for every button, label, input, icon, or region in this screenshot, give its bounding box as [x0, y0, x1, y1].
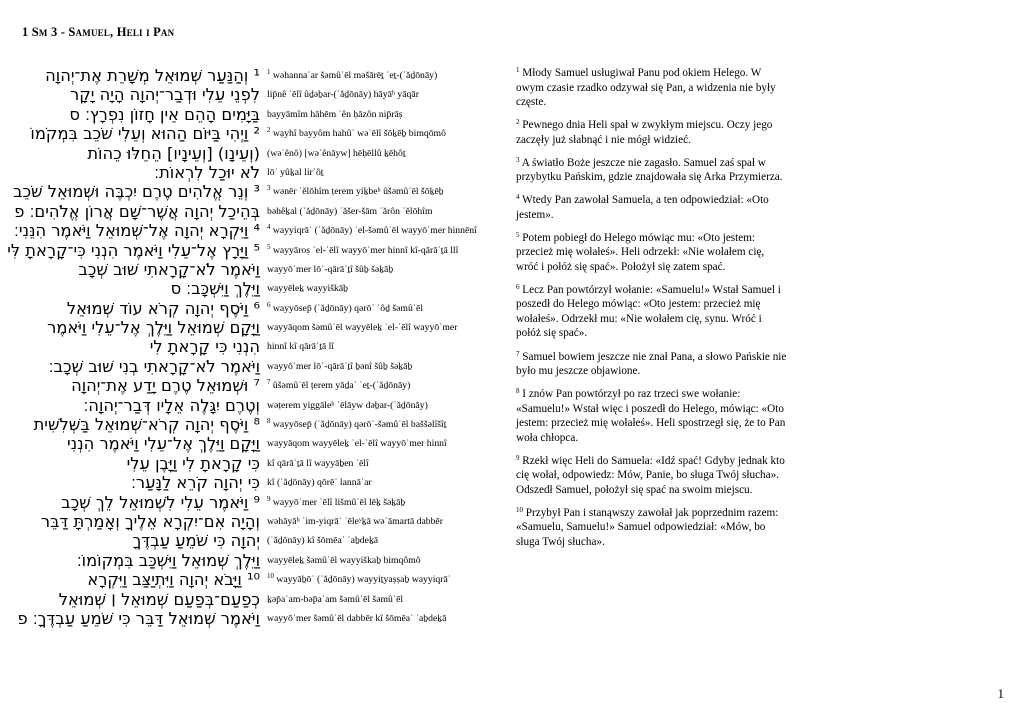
transliteration-line — [267, 318, 509, 337]
verse-number: 9 — [516, 453, 520, 462]
transliteration-line — [267, 105, 509, 124]
transliteration-line — [267, 299, 509, 318]
transliteration-line — [267, 434, 509, 453]
transliteration-text: wayyāroṣ ʾel-ʿēlî wayyōʾmer hinnî kî-qārāʾṯā llî — [272, 244, 459, 256]
transliteration-text: wayyiqrāʾ (ʾăḏōnāy) ʾel-šəmûʾēl wayyōʾmer hinnēnî — [272, 225, 477, 237]
hebrew-text-column — [7, 66, 260, 628]
transliteration-text: wayyōʾmer šəmûʾēl dabbēr kî šōmēaʿ ʿaḇdeḵā — [267, 612, 447, 624]
verse-number: 8 — [516, 387, 520, 396]
hebrew-line: ⁹ וַיֹּאמֶר עֵלִי לִשְׁמוּאֵל לֵךְ שְׁכָב — [61, 492, 260, 512]
hebrew-line: וְטֶרֶם יִגָּלֶה אֵלָיו דְּבַר־יְהוָה׃ — [83, 395, 260, 415]
transliteration-text: wayyōsep̄ (ʾăḏōnāy) qərōʾ-šəmûʾēl baššəlîšîṯ — [272, 419, 447, 431]
hebrew-line: הִנְנִי כִּי קָרָאתָ לִי — [149, 337, 260, 357]
polish-translation-column — [516, 66, 788, 558]
hebrew-line: וַיֹּאמֶר שְׁמוּאֵל דַּבֵּר כִּי שֹׁמֵעַ עַבְדֶּךָ׃ פ — [17, 608, 260, 628]
transliteration-column — [267, 66, 509, 628]
verse-number: 3 — [267, 184, 271, 193]
transliteration-line — [267, 454, 509, 473]
transliteration-line — [267, 551, 509, 570]
transliteration-text: wayyēleḵ wayyiškāḇ — [267, 283, 348, 295]
hebrew-line: וְהָיָה אִם־יִקְרָא אֵלֶיךָ וְאָמַרְתָּ דַּבֵּר — [40, 511, 260, 531]
transliteration-line — [267, 182, 509, 201]
polish-verse-text: Młody Samuel usługiwał Panu pod okiem Helego. W owym czasie rzadko odzywał się Pan, a widzenia nie były częste. — [516, 67, 776, 108]
hebrew-line: וַיֵּלֶךְ וַיִּשְׁכָּב׃ ס — [170, 279, 260, 299]
verse-number: 5 — [267, 242, 271, 251]
transliteration-line — [267, 590, 509, 609]
polish-verse — [516, 231, 788, 275]
verse-number: 9 — [267, 494, 271, 503]
transliteration-text: kî qārāʾṯā lî wayyāḇen ʿēlî — [267, 457, 369, 469]
transliteration-text: (ʾăḏōnāy) kî šōmēaʿ ʿaḇdeḵā — [267, 535, 379, 547]
transliteration-text: wəhannaʿar šəmûʾēl məšārēṯ ʾeṯ-(ʾăḏōnāy) — [272, 70, 438, 81]
transliteration-line — [267, 512, 509, 531]
verse-number: 3 — [516, 155, 520, 164]
transliteration-text: kî (ʾăḏōnāy) qōrēʾ lannāʿar — [267, 477, 372, 489]
transliteration-text: wayyōʾmer lōʾ-qārāʾṯî ḇənî šûḇ šəḵāḇ — [267, 360, 413, 372]
transliteration-line — [267, 66, 509, 85]
polish-verse-text: Rzekł więc Heli do Samuela: «Idź spać! Gdyby jednak kto cię wołał, odpowiedz: Mów, Panie, bo sługa Twój słucha». Odszedł Samuel, położył się spać na swoim miejscu. — [516, 454, 785, 496]
hebrew-line: כְפַעַם־בְּפַעַם שְׁמוּאֵל ׀ שְׁמוּאֵל — [58, 589, 260, 609]
transliteration-text: wayyāḇōʾ (ʾăḏōnāy) wayyiṯyaṣṣaḇ wayyiqrāʾ — [276, 574, 452, 586]
transliteration-text: bəhêḵal (ʾăḏōnāy) ʾăšer-šām ʾărôn ʾĕlōhîm — [267, 205, 433, 217]
hebrew-line: כִּי קָרָאתָ לִי וַיָּבֶן עֵלִי — [126, 453, 260, 473]
verse-number: 5 — [516, 230, 520, 239]
polish-verse — [516, 454, 788, 498]
hebrew-line: לֹא יוּכַל לִרְאוֹת׃ — [154, 162, 260, 182]
verse-number: 2 — [267, 126, 271, 135]
transliteration-line — [267, 609, 509, 628]
hebrew-line: ⁸ וַיֹּסֶף יְהוָה קְרֹא־שְׁמוּאֵל בַּשְּׁלִשִׁית — [33, 415, 260, 435]
transliteration-text: wayyāqom šəmûʾēl wayyēleḵ ʾel-ʿēlî wayyōʾmer — [267, 322, 458, 334]
polish-verse — [516, 156, 788, 185]
hebrew-line: לִפְנֵי עֵלִי וּדְבַר־יְהוָה הָיָה יָקָר — [70, 85, 260, 105]
transliteration-text: lip̄nê ʿēlî ûḏəḇar-(ʾăḏōnāy) hāyāʰ yāqār — [267, 89, 419, 101]
transliteration-text: wəṭerem yiggāleʰ ʾēlāyw dəḇar-(ʾăḏōnāy) — [267, 399, 428, 411]
transliteration-text: bayyāmîm hāhēm ʾên ḥāzôn nip̄rāṣ — [267, 108, 403, 120]
transliteration-text: wəhāyāʰ ʾim-yiqrāʾ ʾēleʸḵā wəʾāmartā dabbēr — [267, 515, 443, 527]
polish-verse-text: Wtedy Pan zawołał Samuela, a ten odpowiedział: «Oto jestem». — [516, 194, 769, 221]
transliteration-line — [267, 531, 509, 550]
polish-verse — [516, 118, 788, 147]
transliteration-text: wayyōʾmer ʿēlî lišmûʾēl lēḵ šəḵāḇ — [272, 496, 406, 508]
polish-verse — [516, 387, 788, 445]
transliteration-text: wənēr ʾĕlōhîm ṭerem yiḵbeʰ ûšəmûʾēl šōḵēḇ — [272, 186, 444, 198]
verse-number: 6 — [516, 282, 520, 291]
polish-verse-text: Przybył Pan i stanąwszy zawołał jak poprzednim razem: «Samuelu, Samuelu!» Samuel odpowiedział: «Mów, bo sługa Twój słucha». — [516, 506, 779, 548]
transliteration-line — [267, 357, 509, 376]
verse-number: 4 — [267, 223, 271, 232]
transliteration-text: wayyāqom wayyēleḵ ʾel-ʿēlî wayyōʾmer hinnî — [267, 438, 447, 450]
transliteration-line — [267, 337, 509, 356]
hebrew-line: כִּי יְהוָה קֹרֵא לַנָּעַר׃ — [131, 473, 260, 493]
hebrew-line: ⁵ וַיָּרָץ אֶל־עֵלִי וַיֹּאמֶר הִנְנִי כִּי־קָרָאתָ לִּי — [7, 240, 260, 260]
polish-verse-text: Lecz Pan powtórzył wołanie: «Samuelu!» Wstał Samuel i poszedł do Helego mówiąc: «Oto jestem: przecież mię wołałeś». Odrzekł mu: «Nie wołałem cię, synu. Wróć i połóż się spać». — [516, 283, 781, 340]
transliteration-line — [267, 415, 509, 434]
transliteration-text: wayyōʾmer lōʾ-qārāʾṯî šûḇ šəḵāḇ — [267, 263, 394, 275]
hebrew-line: ¹ וְהַנַּעַר שְׁמוּאֵל מְשָׁרֵת אֶת־יְהוָה — [45, 66, 260, 85]
hebrew-line: ⁶ וַיֹּסֶף יְהוָה קְרֹא עוֹד שְׁמוּאֵל — [66, 298, 260, 318]
verse-number: 1 — [267, 68, 271, 76]
verse-number: 10 — [267, 572, 274, 581]
polish-verse-text: Samuel bowiem jeszcze nie znał Pana, a słowo Pańskie nie było mu jeszcze objawione. — [516, 350, 787, 378]
transliteration-line — [267, 221, 509, 240]
verse-number: 10 — [516, 505, 523, 514]
hebrew-line: וַיָּקָם שְׁמוּאֵל וַיֵּלֶךְ אֶל־עֵלִי וַיֹּאמֶר — [47, 318, 260, 338]
transliteration-text: wạyhî bayyôm hahûʾ wəʿēlî šōḵēḇ bimqōmô — [272, 128, 446, 140]
transliteration-text: lōʾ yûḵal lirʾôṯ — [267, 166, 324, 178]
hebrew-line: בַּיָּמִים הָהֵם אֵין חָזוֹן נִפְרָץ׃ ס — [69, 104, 260, 124]
transliteration-line — [267, 124, 509, 143]
polish-verse-text: Potem pobiegł do Helego mówiąc mu: «Oto jestem: przecież mię wołałeś». Heli odrzekł: «Nie wołałem cię, wróć i połóż się spać». Położył się zatem spać. — [516, 231, 765, 273]
hebrew-line: ⁷ וּשְׁמוּאֵל טֶרֶם יָדַע אֶת־יְהוָה — [71, 376, 260, 396]
verse-number: 6 — [267, 300, 271, 309]
transliteration-text: wayyōsep̄ (ʾăḏōnāy) qərōʾ ʿôḏ šəmûʾēl — [272, 302, 424, 314]
page-number: 1 — [997, 686, 1004, 701]
transliteration-line — [267, 260, 509, 279]
hebrew-line: בְּהֵיכַל יְהוָה אֲשֶׁר־שָׁם אֲרוֹן אֱלֹהִים׃ פ — [14, 201, 260, 221]
transliteration-line — [267, 473, 509, 492]
page-title: 1 Sm 3 - Samuel, Heli i Pan — [22, 25, 175, 39]
hebrew-line: וַיָּקָם וַיֵּלֶךְ אֶל־עֵלִי וַיֹּאמֶר הִנְנִי — [67, 434, 260, 454]
hebrew-line: וַיֹּאמֶר לֹא־קָרָאתִי בְנִי שׁוּב שְׁכָב׃ — [48, 356, 260, 376]
transliteration-line — [267, 376, 509, 395]
verse-number: 7 — [267, 378, 271, 387]
verse-number: 2 — [516, 118, 520, 127]
polish-verse-text: A światło Boże jeszcze nie zagasło. Samuel zaś spał w przybytku Pańskim, gdzie znajdowała się Arka Przymierza. — [516, 156, 783, 184]
transliteration-line — [267, 396, 509, 415]
hebrew-line: ⁴ וַיִּקְרָא יְהוָה אֶל־שְׁמוּאֵל וַיֹּאמֶר הִנֵּנִי׃ — [14, 221, 260, 241]
polish-verse — [516, 66, 788, 110]
hebrew-line: (וְעֵינָו) [וְעֵינָיו] הֵחֵלּוּ כֵהוֹת — [87, 143, 260, 163]
hebrew-line: ² וַיְהִי בַּיּוֹם הַהוּא וְעֵלִי שֹׁכֵב בִּמְקֹמוֹ — [30, 124, 260, 144]
transliteration-text: wayyēleḵ šəmûʾēl wayyiškaḇ bimqômô — [267, 554, 421, 566]
transliteration-line — [267, 279, 509, 298]
polish-verse-text: I znów Pan powtórzył po raz trzeci swe wołanie: «Samuelu!» Wstał więc i poszedł do Helego, mówiąc: «Oto jestem: przecież mię wołałeś». Heli spostrzegł się, że to Pan woła chłopca. — [516, 388, 786, 444]
transliteration-text: ḵəp̄aʿam-bəp̄aʿam šəmûʾēl šəmûʾēl — [267, 593, 404, 605]
transliteration-line — [267, 493, 509, 512]
hebrew-line: ¹⁰ וַיָּבֹא יְהוָה וַיִּתְיַצַּב וַיִּקְרָא — [87, 570, 260, 590]
transliteration-line — [267, 144, 509, 163]
transliteration-text: hinnî kî qārāʾṯā lî — [267, 341, 334, 353]
polish-verse-text: Pewnego dnia Heli spał w zwykłym miejscu. Oczy jego zaczęły już słabnąć i nie mógł widzieć. — [516, 119, 773, 146]
transliteration-text: (wəʿênô) [wəʿênāyw] hēḥēllû ḵēhôṯ — [267, 147, 406, 159]
hebrew-line: ³ וְנֵר אֱלֹהִים טֶרֶם יִכְבֶּה וּשְׁמוּאֵל שֹׁכֵב — [13, 182, 260, 202]
polish-verse — [516, 193, 788, 222]
transliteration-text: ûšəmûʾēl ṭerem yāḏaʿ ʾeṯ-(ʾăḏōnāy) — [272, 380, 411, 392]
transliteration-line — [267, 85, 509, 104]
verse-number: 7 — [516, 349, 520, 358]
verse-number: 1 — [516, 66, 520, 74]
polish-verse — [516, 350, 788, 379]
transliteration-line — [267, 570, 509, 589]
polish-verse — [516, 506, 788, 550]
hebrew-line: יְהוָה כִּי שֹׁמֵעַ עַבְדֶּךָ — [132, 531, 260, 551]
verse-number: 4 — [516, 193, 520, 202]
transliteration-line — [267, 241, 509, 260]
verse-number: 8 — [267, 417, 271, 426]
transliteration-line — [267, 202, 509, 221]
transliteration-line — [267, 163, 509, 182]
hebrew-line: וַיֹּאמֶר לֹא־קָרָאתִי שׁוּב שְׁכָב — [78, 259, 260, 279]
polish-verse — [516, 283, 788, 341]
hebrew-line: וַיֵּלֶךְ שְׁמוּאֵל וַיִּשְׁכַּב בִּמְקוֹמוֹ׃ — [76, 550, 260, 570]
